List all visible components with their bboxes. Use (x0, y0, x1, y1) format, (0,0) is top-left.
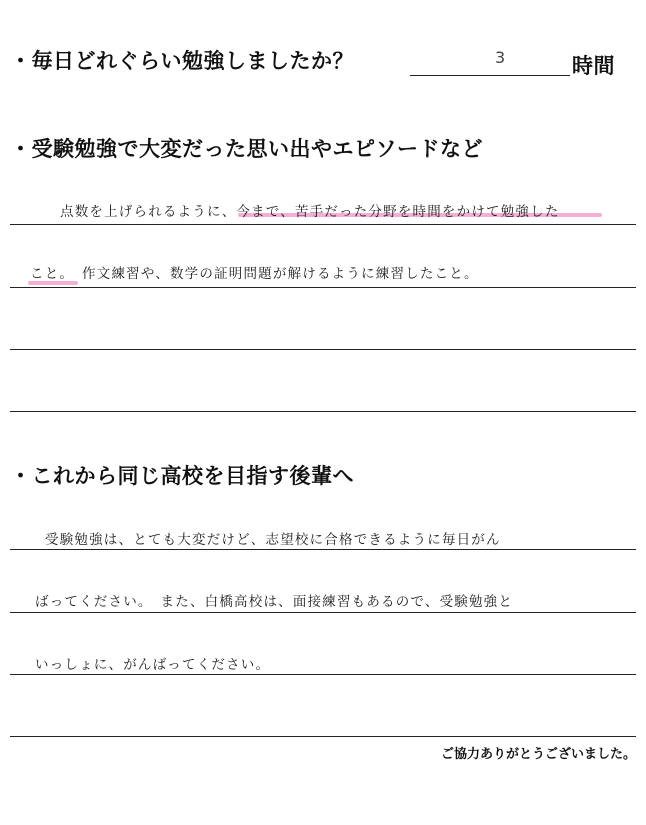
writing-line (10, 612, 636, 613)
bullet: ・ (10, 137, 32, 161)
writing-line (10, 224, 636, 225)
question-1-text: 毎日どれぐらい勉強しましたか？ (31, 49, 354, 73)
question-3-text: これから同じ高校を目指す後輩へ (31, 464, 354, 488)
writing-line (10, 736, 636, 737)
bullet: ・ (10, 464, 32, 488)
writing-line (10, 411, 636, 412)
question-1 (10, 45, 354, 75)
answer-line (410, 75, 570, 76)
answer-line-text: ばってください。 また、白橋高校は、面接練習もあるので、受験勉強と (35, 594, 514, 610)
thank-you-footer: ご協力ありがとうございました。 (440, 747, 636, 762)
writing-line (10, 349, 636, 350)
writing-line (10, 287, 636, 288)
answer-line-text: 点数を上げられるように、今まで、苦手だった分野を時間をかけて勉強した (60, 204, 560, 220)
hours-unit: 時間 (572, 54, 615, 78)
study-hours-answer: 3 (495, 48, 506, 67)
answer-line-text: 受験勉強は、とても大変だけど、志望校に合格できるように毎日がん (45, 532, 501, 548)
writing-line (10, 674, 636, 675)
writing-line (10, 549, 636, 550)
bullet: ・ (10, 49, 32, 73)
question-3 (10, 460, 354, 490)
answer-line-text: いっしょに、がんばってください。 (35, 657, 271, 673)
answer-line-text: こと。 作文練習や、数学の証明問題が解けるように練習したこと。 (30, 266, 479, 282)
question-2-text: 受験勉強で大変だった思い出やエピソードなど (31, 137, 483, 161)
question-2 (10, 133, 483, 163)
